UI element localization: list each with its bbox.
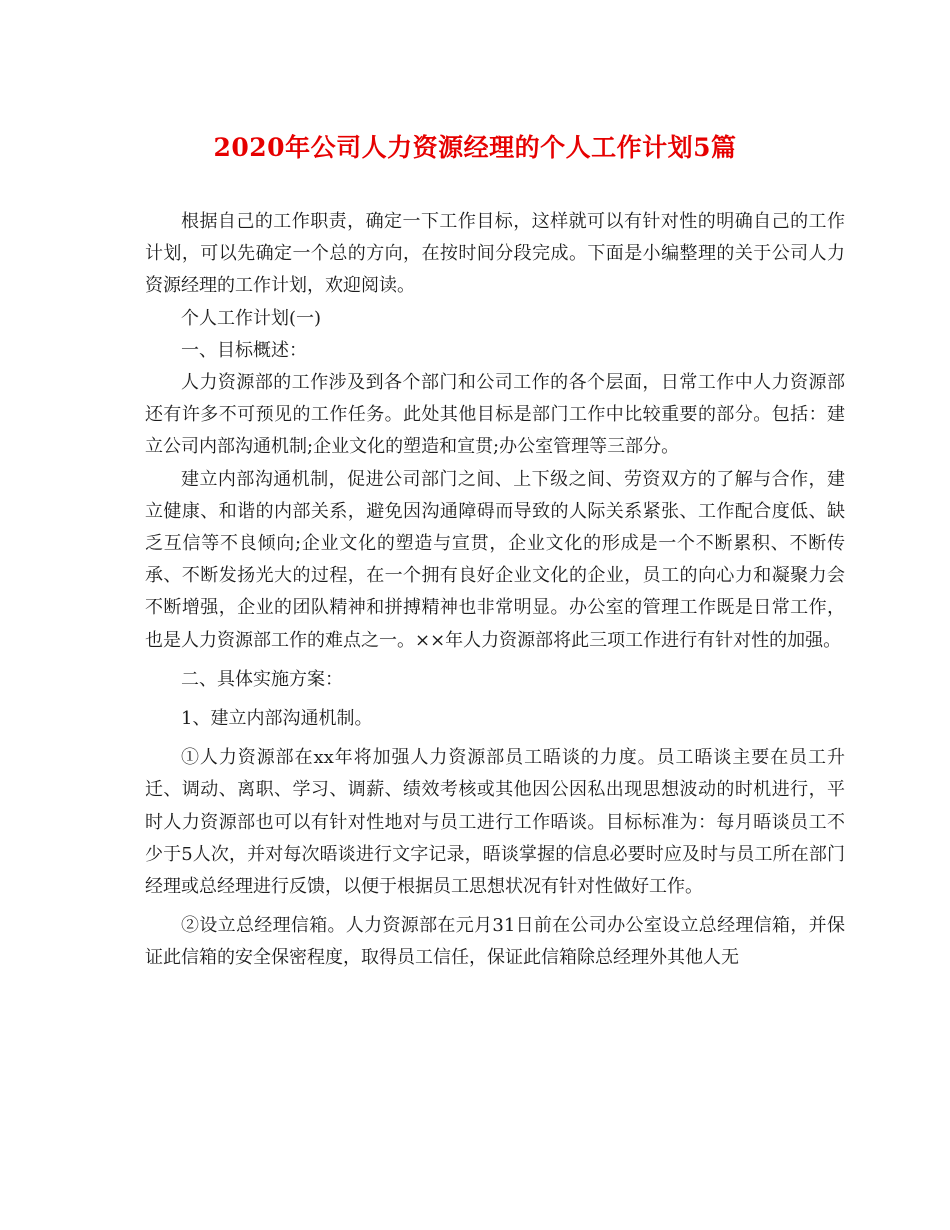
paragraph-overview: 人力资源部的工作涉及到各个部门和公司工作的各个层面，日常工作中人力资源部还有许多不可预见的工作任务。此处其他目标是部门工作中比较重要的部分。包括：建立公司内部沟通机制;企业文化的塑造和宣贯;办公室管理等三部分。: [145, 372, 845, 458]
paragraph-item-interviews: ①人力资源部在xx年将加强人力资源部员工晤谈的力度。员工晤谈主要在员工升迁、调动、离职、学习、调薪、绩效考核或其他因公因私出现思想波动的时机进行，平时人力资源部也可以有针对性地对与员工进行工作晤谈。目标标准为：每月晤谈员工不少于5人次，并对每次晤谈进行文字记录，晤谈掌握的信息必要时应及时与员工所在部门经理或总经理进行反馈，以便于根据员工思想状况有针对性做好工作。: [145, 747, 845, 898]
document-title: 2020年公司人力资源经理的个人工作计划5篇: [213, 133, 737, 162]
paragraph-item-one-heading: 1、建立内部沟通机制。: [181, 708, 373, 730]
paragraph-communication: 建立内部沟通机制，促进公司部门之间、上下级之间、劳资双方的了解与合作，建立健康、和谐的内部关系，避免因沟通障碍而导致的人际关系紧张、工作配合度低、缺乏互信等不良倾向;企业文化的塑造与宣贯，企业文化的形成是一个不断累积、不断传承、不断发扬光大的过程，在一个拥有良好企业文化的企业，员工的向心力和凝聚力会不断增强，企业的团队精神和拼搏精神也非常明显。办公室的管理工作既是日常工作，也是人力资源部工作的难点之一。××年人力资源部将此三项工作进行有针对性的加强。: [145, 468, 845, 651]
paragraph-intro: 根据自己的工作职责，确定一下工作目标，这样就可以有针对性的明确自己的工作计划，可以先确定一个总的方向，在按时间分段完成。下面是小编整理的关于公司人力资源经理的工作计划，欢迎阅读。: [145, 211, 845, 297]
paragraph-item-mailbox: ②设立总经理信箱。人力资源部在元月31日前在公司办公室设立总经理信箱，并保证此信箱的安全保密程度，取得员工信任，保证此信箱除总经理外其他人无: [145, 915, 845, 969]
paragraph-section-two-heading: 二、具体实施方案：: [181, 668, 343, 690]
paragraph-plan-heading: 个人工作计划(一): [181, 307, 322, 329]
document-body: [145, 206, 845, 975]
paragraph-section-one-heading: 一、目标概述：: [181, 339, 307, 361]
